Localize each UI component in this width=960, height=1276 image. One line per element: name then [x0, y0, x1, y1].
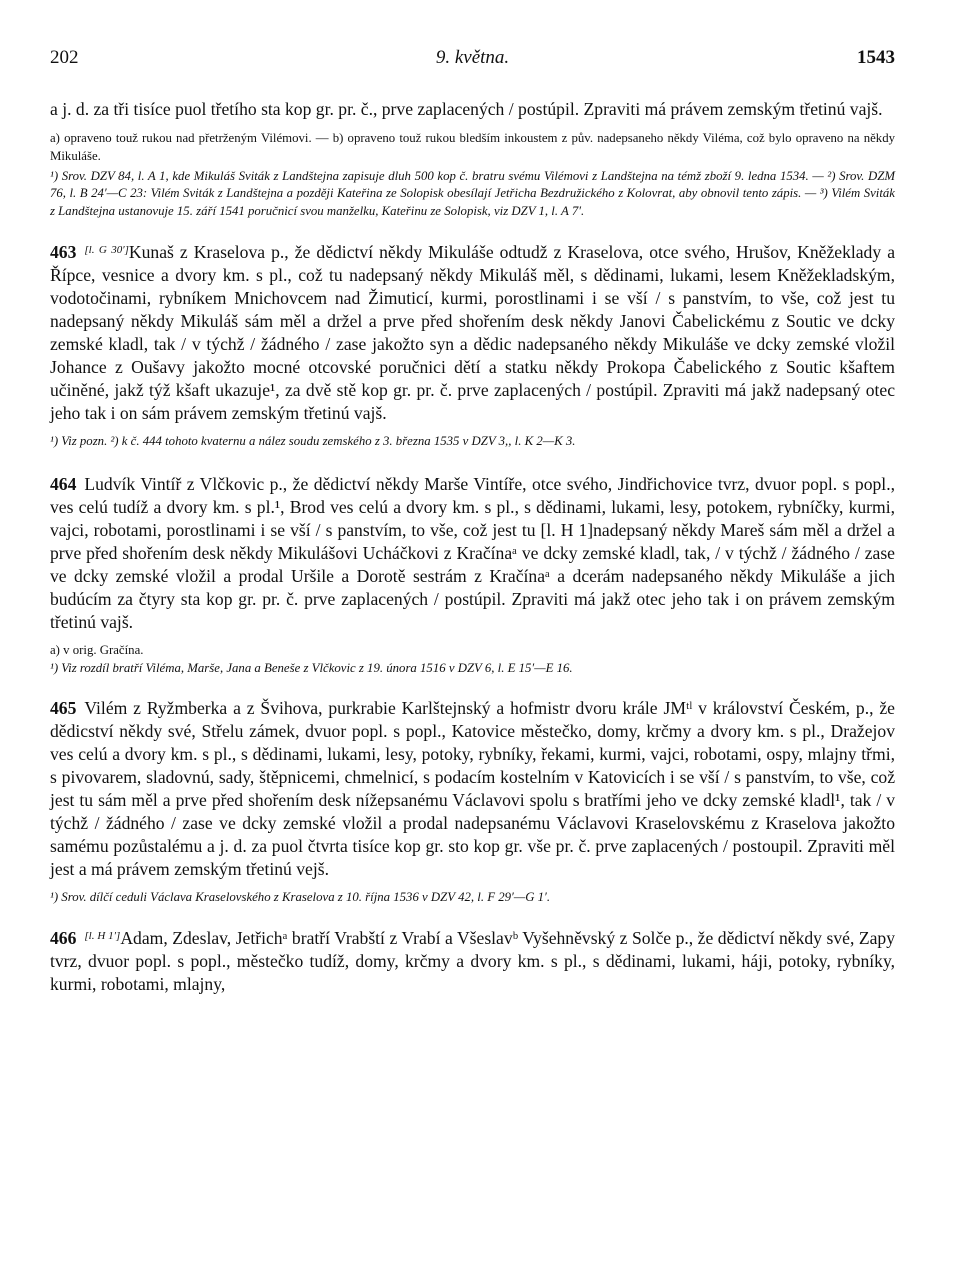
entry-text: Vilém z Ryžmberka a z Švihova, purkrabie Karlštejnský a hofmistr dvoru krále JMᵗˡ v království Českém, p., že dědicství někdy své, Střelu zámek, dvuor popl. s popl., Katovice městečko, domy, krčmy a dvory km. s pl., Dražejov ves celú a dvory km. s pl., s dědinami, lukami, lesy, potoky, rybníky, řekami, kurmi, vajci, robotami, ospy, mlajny třmi, s pivovarem, sladovnú, sady, štěpnicemi, chmelnicí, s podacím kostelním v Katovicích i se vší / s panstvím, to vše, což jest tu sám měl a prve před shořením desk nížepsanému Václavovi spolu s bratřími jeho ve dcky zemské kladl¹, tak / v týchž / žádného / zase ve dcky zemské vložil a prodal nadepsanému Václavovi Kraselovskému z Kraselova jakožto samému pozůstalému a j. d. za puol čtvrta tisíce kop gr. sto kop gr. vše pr. č. prve zaplacených / postoupil. Zpraviti měl jest a má právem zemským třetinú vejš.	[50, 698, 895, 880]
entry-number: 465	[50, 698, 77, 719]
entry-paragraph	[50, 473, 895, 634]
intro-paragraph: a j. d. za tři tisíce puol třetího sta kop gr. pr. č., prve zaplacených / postúpil. Zpraviti má právem zemským třetinú vajš.	[50, 99, 883, 119]
header-date: 9. května.	[435, 47, 510, 68]
intro-note-a: a) opraveno touž rukou nad přetrženým Vilémovi. — b) opraveno touž rukou bledším inkoustem z pův. nadepsaneho někdy Viléma, což bylo opraveno na někdy Mikuláše.	[50, 131, 895, 163]
footnote: a) v orig. Gračína.	[50, 642, 144, 657]
entry-464	[50, 473, 895, 678]
entry-paragraph	[50, 925, 895, 996]
entry-463	[50, 239, 895, 451]
entry-notes	[50, 433, 895, 451]
entry-paragraph	[50, 239, 895, 425]
page-header	[50, 47, 895, 71]
folio-ref: [l. H 1′]	[84, 930, 121, 943]
entry-paragraph	[50, 697, 895, 881]
intro-note-1: ¹) Srov. DZV 84, l. A 1, kde Mikuláš Sviták z Landštejna zapisuje dluh 500 kop č. bratru svému Vilémovi z Landštejna na témž zboží 9. ledna 1534. — ²) Srov. DZM 76, l. B 24′—C 23: Vilém Sviták z Landštejna a později Kateřina ze Solopisk obesílají Jetřicha Bezdružického z Kolovrat, aby obnovil tento zápis. — ³) Vilém Sviták z Landštejna ustanovuje 15. září 1541 poručnicí svou manželku, Kateřinu ze Solopisk, viz DZV 1, l. A 7′.	[50, 168, 895, 219]
header-year: 1543	[857, 47, 895, 68]
footnote: ¹) Srov. dílčí ceduli Václava Kraselovského z Kraselova z 10. října 1536 v DZV 42, l. F 29′—G 1′.	[50, 890, 551, 905]
entry-466	[50, 925, 895, 996]
entry-notes	[50, 889, 895, 907]
footnote: ¹) Viz pozn. ²) k č. 444 tohoto kvaternu a nález soudu zemského z 3. března 1535 v DZV 3,, l. K 2—K 3.	[50, 433, 576, 448]
header-page-number: 202	[50, 47, 79, 68]
entry-number: 466	[50, 928, 77, 949]
entry-text: Kunaš z Kraselova p., že dědictví někdy Mikuláše odtudž z Kraselova, otce svého, Hrušov, Kněžeklady a Řípce, vesnice a dvory km. s pl., což tu nadepsaný někdy Mikuláš měl, s dědinami, lukami, lesem Kněžekladským, vodotočinami, rybníkem Mnichovcem nad Žimuticí, kurmi, porostlinami i se vší / s panstvím, to vše, což jest tu nadepsaný někdy Mikuláš sám měl a držel a prve před shořením desk někdy Janovi Čabelickému z Soutic ve dcky zemské kladl, tak / v týchž / žádného / zase jakožto syn a dědic nadepsaného někdy Mikuláše ve dcky zemské vložil Johance z Oušavy jakožto mocné otcovské poručnici dětí a statku někdy Prokopa Čabelického z Soutic kšaftem učiněné, jakž týž kšaft ukazuje¹, za dvě stě kop gr. pr. č. prve zaplacených / postúpil. Zpraviti má jakž nadepsaný otec jeho tak i on sám právem zemským třetinú vajš.	[50, 241, 896, 423]
page-body	[50, 98, 895, 996]
entry-notes	[50, 642, 895, 678]
entry-number: 464	[50, 473, 77, 494]
entry-465	[50, 697, 895, 907]
footnote: ¹) Viz rozdíl bratří Viléma, Marše, Jana a Beneše z Vlčkovic z 19. února 1516 v DZV 6, l. E 15′—E 16.	[50, 660, 573, 675]
entry-text: Ludvík Vintíř z Vlčkovic p., že dědictví někdy Marše Vintíře, otce svého, Jindřichovice tvrz, dvuor popl. s popl., ves celú tudíž a dvory km. s pl.¹, Brod ves celú a dvory km. s pl., s dědinami, lukami, lesy, potokem, rybníčky, kurmi, vajci, robotami, porostlinami i se vší / s panstvím, to vše, což jest tu [l. H 1]nadepsaný někdy Mareš sám měl a držel a prve před shořením desk někdy Mikulášovi Ucháčkovi z Kračínaᵃ ve dcky zemské kladl, tak, / v týchž / žádného / zase ve dcky zemské vložil a prodal Uršile a Dorotě sestrám z Kračínaᵃ a dcerám nadepsaného někdy Mikuláše a jich budúcím za čtyry sta kop gr. pr. č. prve zaplacených / postúpil. Zpraviti má jakž otec jeho tak i on právem zemským třetinú vajš.	[50, 473, 895, 632]
folio-ref: [l. G 30′]	[84, 243, 129, 256]
entry-number: 463	[50, 241, 77, 262]
intro-notes	[50, 130, 895, 221]
entry-text: Adam, Zdeslav, Jetřichᵃ bratří Vrabští z Vrabí a Všeslavᵇ Vyšehněvský z Solče p., že dědictví někdy své, Zapy tvrz, dvuor popl. s popl., městečko tudíž, domy, krčmy a dvory km. s pl., s dědinami, lukami, háji, potoky, rybníky, kurmi, robotami, mlajny,	[50, 928, 895, 995]
